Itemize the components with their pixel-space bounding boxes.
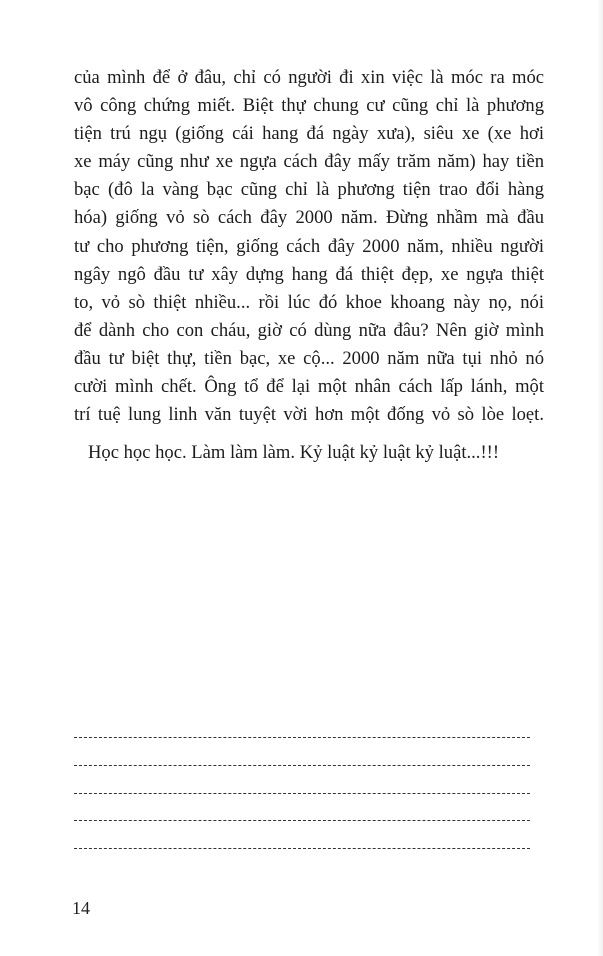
text-line: đầu tư biệt thự, tiền bạc, xe cộ... 2000 năm nữa tụi nhỏ nó	[74, 347, 544, 369]
dotted-note-line	[74, 848, 530, 849]
text-line: cười mình chết. Ông tổ để lại một nhân cách lấp lánh, một	[74, 376, 544, 398]
paragraph-1	[74, 64, 544, 429]
text-line: tư cho phương tiện, giống cách đây 2000 năm, nhiều người	[74, 235, 544, 257]
text-line: vô công chứng miết. Biệt thự chung cư cũng chỉ là phương	[74, 95, 544, 117]
text-line: bạc (đô la vàng bạc cũng chỉ là phương tiện trao đổi hàng	[74, 179, 544, 201]
page-edge-shadow	[597, 0, 603, 956]
text-line: của mình để ở đâu, chỉ có người đi xin việc là móc ra móc	[74, 67, 544, 88]
dotted-note-line	[74, 765, 530, 766]
text-line: để dành cho con cháu, giờ có dùng nữa đâu? Nên giờ mình	[74, 319, 544, 341]
text-line: hóa) giống vỏ sò cách đây 2000 năm. Đừng nhầm mà đầu	[74, 207, 544, 229]
text-line: tiện trú ngụ (giống cái hang đá ngày xưa), siêu xe (xe hơi	[74, 123, 544, 145]
paragraph-2: Học học học. Làm làm làm. Kỷ luật kỷ luật kỷ luật...!!!	[88, 442, 500, 464]
notes-lines	[74, 737, 530, 876]
body-text	[74, 64, 544, 467]
dotted-note-line	[74, 820, 530, 821]
dotted-note-line	[74, 737, 530, 738]
text-line: to, vỏ sò thiệt nhiều... rồi lúc đó khoe khoang này nọ, nói	[74, 291, 544, 313]
text-line: ngây ngô đầu tư xây dựng hang đá thiệt đẹp, xe ngựa thiệt	[74, 263, 544, 285]
text-line: trí tuệ lung linh văn tuyệt vời hơn một đống vỏ sò lòe loẹt.	[74, 404, 544, 426]
dotted-note-line	[74, 793, 530, 794]
text-line: xe máy cũng như xe ngựa cách đây mấy trăm năm) hay tiền	[74, 151, 544, 173]
page-number: 14	[72, 898, 90, 918]
